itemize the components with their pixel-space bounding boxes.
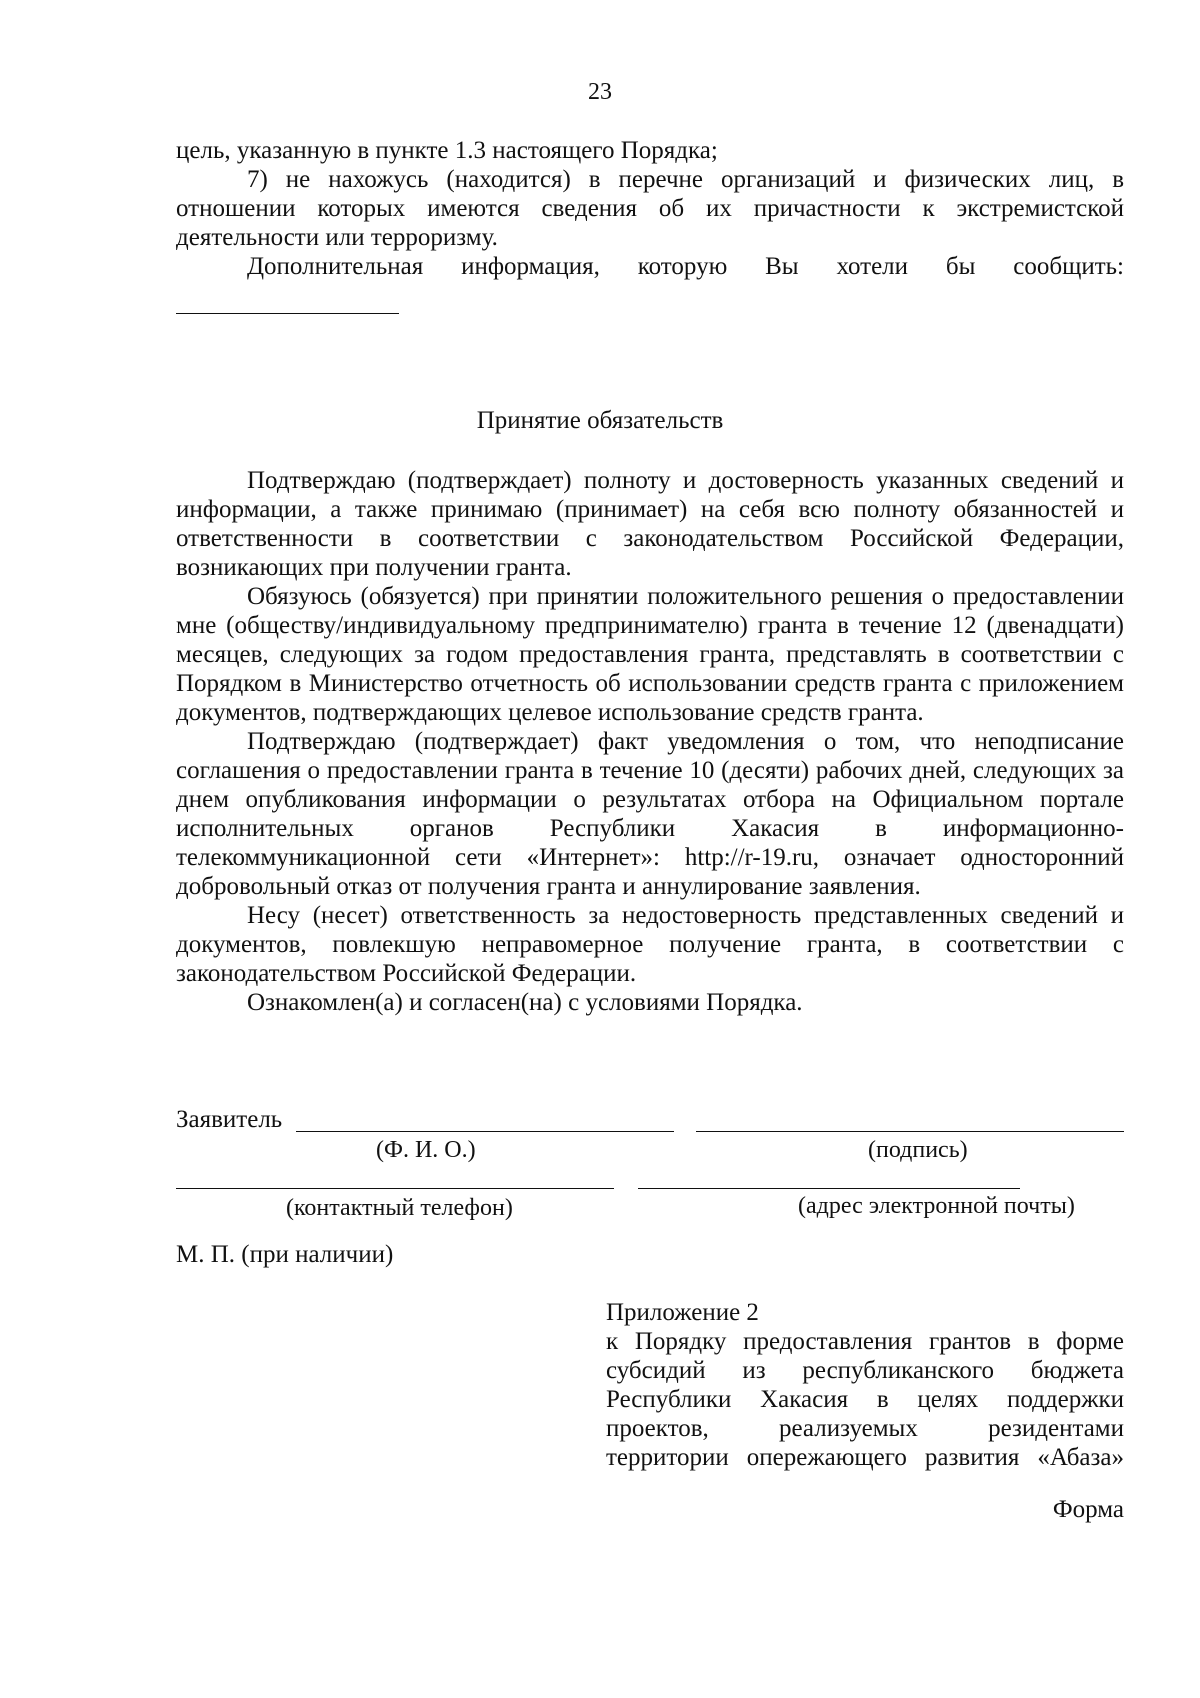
- signature-line: [696, 1131, 1124, 1132]
- appendix-last-line: территории опережающего развития «Абаза»: [606, 1444, 1124, 1471]
- email-line: [638, 1188, 1020, 1189]
- paragraph-acknowledgement: Ознакомлен(а) и согласен(на) с условиями Порядка.: [247, 989, 803, 1016]
- appendix-block: [606, 1298, 1124, 1472]
- applicant-label: Заявитель: [176, 1106, 283, 1133]
- name-caption: (Ф. И. О.): [376, 1137, 476, 1163]
- paragraph-notice-agreement: Подтверждаю (подтверждает) факт уведомления о том, что неподписание соглашения о предоставлении гранта в течение 10 (десяти) рабочих дней, следующих за днем опубликования информации о результатах отбора на Официальном портале исполнительных органов Республики Хакасия в информационно-телекоммуникационной сети «Интернет»: http://r-19.ru, означает односторонний добровольный отказ от получения гранта и аннулирование заявления.: [176, 728, 1124, 900]
- phone-caption: (контактный телефон): [286, 1195, 513, 1221]
- paragraph-item-7: 7) не нахожусь (находится) в перечне организаций и физических лиц, в отношении которых имеются сведения об их причастности к экстремистской деятельности или терроризму.: [176, 166, 1124, 251]
- text-block-top: [176, 136, 1124, 281]
- phone-line: [176, 1188, 614, 1189]
- appendix-text: к Порядку предоставления грантов в форме субсидий из республиканского бюджета Республики Хакасия в целях поддержки проектов, реализуемых резидентами: [606, 1328, 1124, 1442]
- email-caption: (адрес электронной почты): [798, 1193, 1075, 1219]
- section-title: Принятие обязательств: [476, 407, 724, 434]
- appendix-title: Приложение 2: [606, 1299, 759, 1326]
- name-line: [296, 1131, 674, 1132]
- signature-caption: (подпись): [868, 1137, 968, 1163]
- text-block-obligations: [176, 466, 1124, 1017]
- additional-info-blank-line: [176, 313, 399, 314]
- paragraph-continuation: цель, указанную в пункте 1.3 настоящего Порядка;: [176, 137, 718, 164]
- paragraph-responsibility: Несу (несет) ответственность за недостоверность представленных сведений и документов, повлекшую неправомерное получение гранта, в соответствии с законодательством Российской Федерации.: [176, 902, 1124, 987]
- paragraph-reporting-obligation: Обязуюсь (обязуется) при принятии положительного решения о предоставлении мне (обществу/индивидуальному предпринимателю) гранта в течение 12 (двенадцати) месяцев, следующих за годом предоставления гранта, представлять в соответствии с Порядком в Министерство отчетность об использовании средств гранта с приложением документов, подтверждающих целевое использование средств гранта.: [176, 583, 1124, 726]
- paragraph-confirm-completeness: Подтверждаю (подтверждает) полноту и достоверность указанных сведений и информации, а также принимаю (принимает) на себя всю полноту обязанностей и ответственности в соответствии с законодательством Российской Федерации, возникающих при получении гранта.: [176, 467, 1124, 581]
- stamp-note: М. П. (при наличии): [176, 1241, 394, 1268]
- paragraph-additional-info: Дополнительная информация, которую Вы хотели бы сообщить:: [247, 253, 1124, 280]
- page-number: 23: [588, 79, 612, 105]
- form-label: Форма: [1052, 1496, 1124, 1523]
